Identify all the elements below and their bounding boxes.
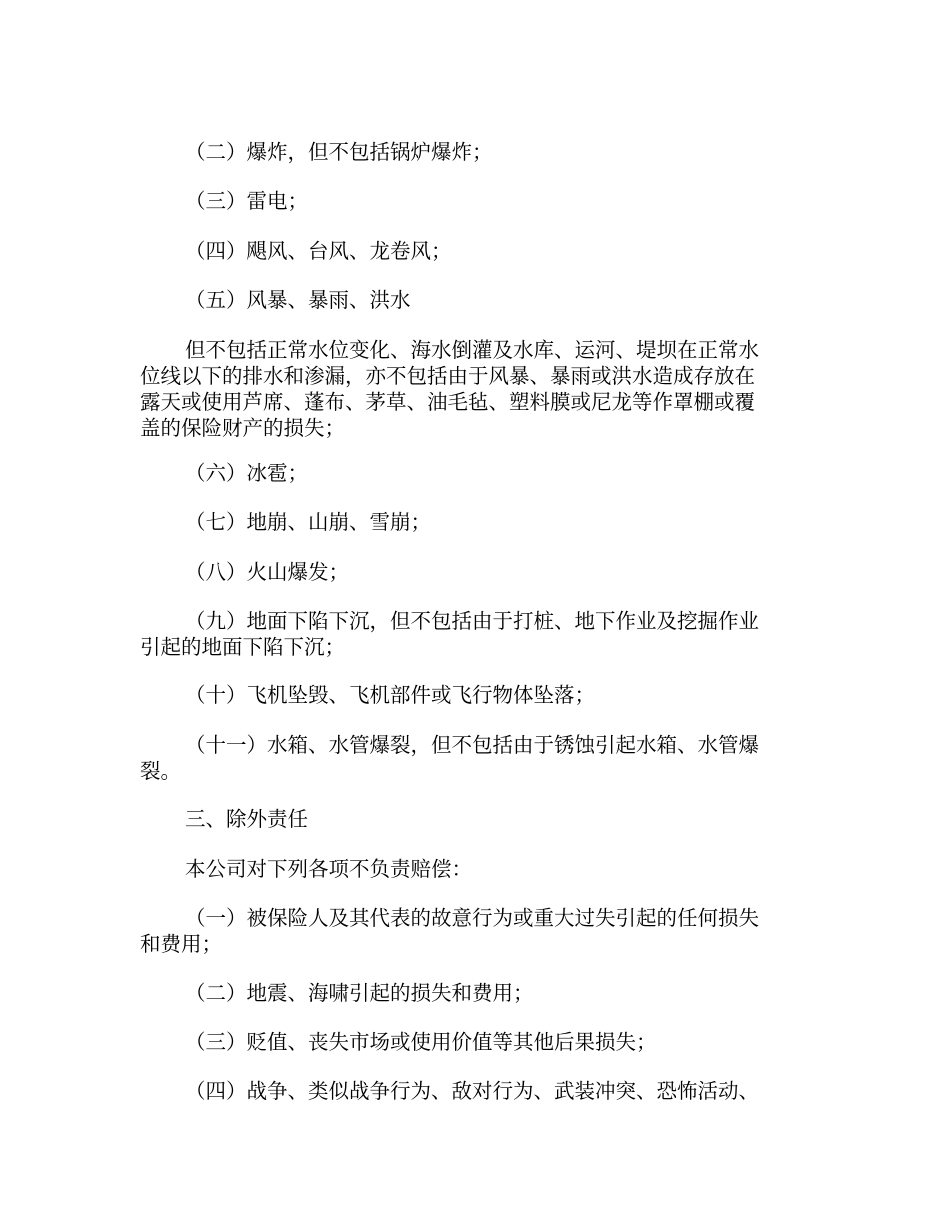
- text-line: （八）火山爆发；: [185, 560, 349, 584]
- text-line: （六）冰雹；: [185, 461, 308, 485]
- paragraph-hail: [140, 460, 800, 486]
- text-line: （十）飞机坠毁、飞机部件或飞行物体坠落；: [185, 683, 595, 707]
- text-line: （十一）水箱、水管爆裂，但不包括由于锈蚀引起水箱、水管爆: [185, 733, 759, 757]
- text-line: 露天或使用芦席、蓬布、茅草、油毛毡、塑料膜或尼龙等作罩棚或覆: [140, 390, 755, 414]
- text-line: 裂。: [140, 759, 181, 783]
- text-line: 和费用；: [140, 932, 222, 956]
- paragraph-windstorm: [140, 238, 800, 264]
- text-line: （四）飓风、台风、龙卷风；: [185, 239, 452, 263]
- section-heading-exclusions: [140, 806, 800, 832]
- paragraph-aircraft: [140, 682, 800, 708]
- paragraph-subsidence: [140, 608, 800, 660]
- text-line: 三、除外责任: [185, 807, 308, 831]
- paragraph-landslide: [140, 509, 800, 535]
- text-line: （七）地崩、山崩、雪崩；: [185, 510, 431, 534]
- text-line: （三）贬值、丧失市场或使用价值等其他后果损失；: [185, 1030, 657, 1054]
- paragraph-exclusion-4: [140, 1078, 800, 1104]
- paragraph-storm-flood: [140, 287, 800, 313]
- text-line: 位线以下的排水和渗漏，亦不包括由于风暴、暴雨或洪水造成存放在: [140, 364, 755, 388]
- paragraph-lightning: [140, 188, 800, 214]
- text-line: （五）风暴、暴雨、洪水: [185, 288, 411, 312]
- text-line: （二）地震、海啸引起的损失和费用；: [185, 981, 534, 1005]
- paragraph-volcano: [140, 559, 800, 585]
- paragraph-explosion: [140, 139, 800, 165]
- text-line: 但不包括正常水位变化、海水倒灌及水库、运河、堤坝在正常水: [185, 338, 759, 362]
- text-line: （三）雷电；: [185, 189, 308, 213]
- paragraph-exclusion-3: [140, 1029, 800, 1055]
- paragraph-exclusion-1: [140, 905, 800, 957]
- paragraph-flood-exclusion: [140, 337, 800, 441]
- text-line: （四）战争、类似战争行为、敌对行为、武装冲突、恐怖活动、: [185, 1079, 759, 1103]
- text-line: 引起的地面下陷下沉；: [140, 635, 345, 659]
- text-line: （一）被保险人及其代表的故意行为或重大过失引起的任何损失: [185, 906, 759, 930]
- paragraph-exclusion-2: [140, 980, 800, 1006]
- text-line: （九）地面下陷下沉，但不包括由于打桩、地下作业及挖掘作业: [185, 609, 759, 633]
- text-line: 盖的保险财产的损失；: [140, 416, 345, 440]
- paragraph-exclusion-intro: [140, 856, 800, 882]
- text-line: （二）爆炸，但不包括锅炉爆炸；: [185, 140, 493, 164]
- paragraph-water-tank: [140, 732, 800, 784]
- text-line: 本公司对下列各项不负责赔偿：: [185, 857, 472, 881]
